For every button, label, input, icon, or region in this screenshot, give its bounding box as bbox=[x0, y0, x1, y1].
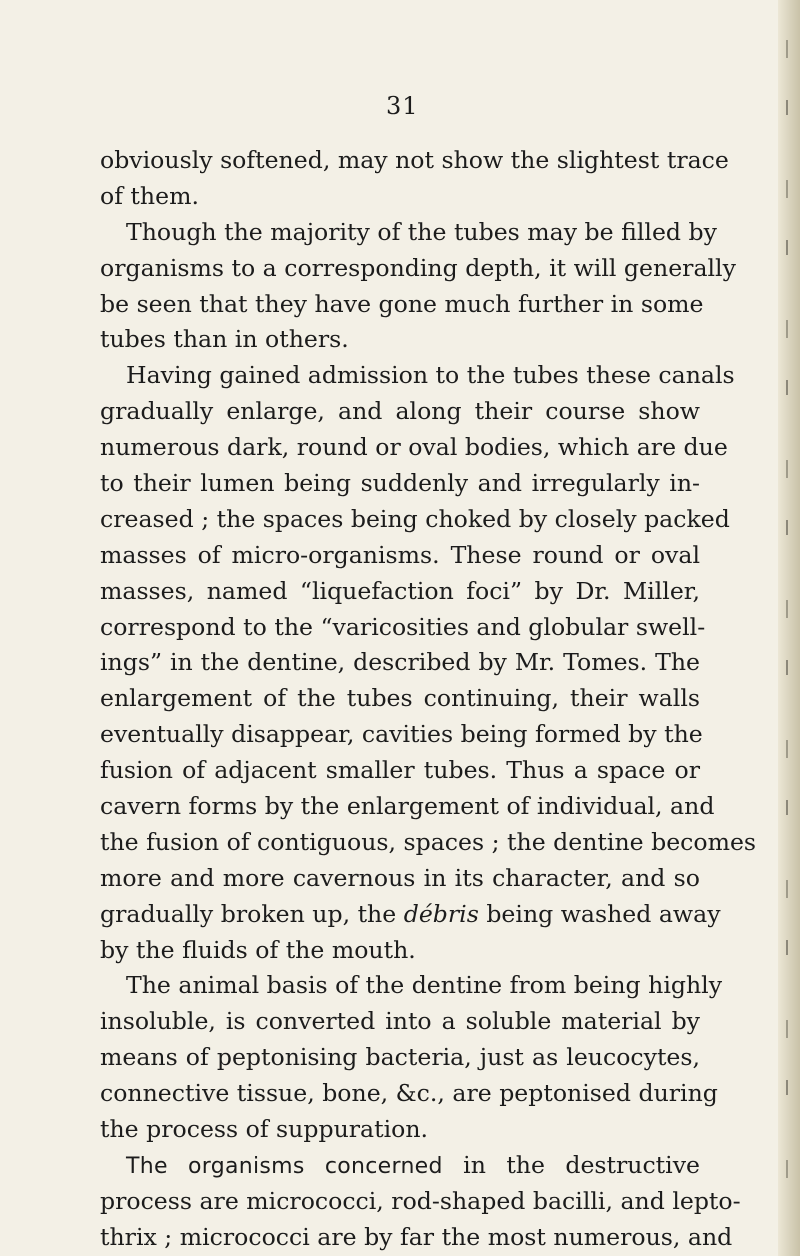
text-segment: being washed away bbox=[478, 899, 721, 928]
text-line: the process of suppuration. bbox=[100, 1115, 429, 1144]
text-line: cavern forms by the enlargement of individual, and bbox=[100, 792, 715, 821]
text-line: be seen that they have gone much further in some bbox=[100, 289, 704, 318]
text-line: by the fluids of the mouth. bbox=[100, 935, 416, 964]
text-line: of them. bbox=[100, 181, 199, 210]
text-segment: The organisms concerned bbox=[126, 1153, 443, 1179]
text-line: creased ; the spaces being choked by closely packed bbox=[100, 504, 730, 533]
text-line: tubes than in others. bbox=[100, 325, 349, 354]
text-line: the fusion of contiguous, spaces ; the dentine becomes bbox=[100, 827, 757, 856]
text-line: eventually disappear, cavities being formed by the bbox=[100, 720, 703, 749]
text-line: more and more cavernous in its character, and so bbox=[100, 863, 700, 892]
body-text bbox=[100, 143, 757, 1256]
text-line: Having gained admission to the tubes these canals bbox=[126, 361, 735, 390]
page-number: 31 bbox=[386, 92, 419, 120]
text-line: numerous dark, round or oval bodies, which are due bbox=[100, 433, 728, 462]
text-line-with-sans-lead bbox=[100, 1148, 700, 1184]
text-line: masses, named “liquefaction foci” by Dr. Miller, bbox=[100, 576, 700, 605]
text-line: enlargement of the tubes continuing, their walls bbox=[100, 684, 700, 713]
text-line: process are micrococci, rod-shaped bacilli, and lepto- bbox=[100, 1186, 741, 1215]
text-line: fusion of adjacent smaller tubes. Thus a space or bbox=[100, 756, 700, 785]
text-line: masses of micro-organisms. These round or oval bbox=[100, 540, 700, 569]
text-line: to their lumen being suddenly and irregularly in- bbox=[100, 469, 700, 498]
text-line: Though the majority of the tubes may be filled by bbox=[126, 217, 717, 246]
text-line: ings” in the dentine, described by Mr. Tomes. The bbox=[100, 648, 700, 677]
text-segment: in the destructive bbox=[442, 1150, 701, 1179]
text-line: means of peptonising bacteria, just as leucocytes, bbox=[100, 1043, 700, 1072]
text-line-with-italic bbox=[100, 897, 721, 933]
text-line: The animal basis of the dentine from being highly bbox=[126, 971, 723, 1000]
page-edge-shadow bbox=[778, 0, 800, 1256]
italic-term: débris bbox=[403, 899, 479, 928]
text-line: connective tissue, bone, &c., are peptonised during bbox=[100, 1079, 718, 1108]
text-line: organisms to a corresponding depth, it will generally bbox=[100, 253, 736, 282]
text-line: thrix ; micrococci are by far the most numerous, and bbox=[100, 1222, 733, 1251]
text-line: gradually enlarge, and along their course show bbox=[100, 397, 700, 426]
text-segment: gradually broken up, the bbox=[100, 899, 404, 928]
text-line: correspond to the “varicosities and globular swell- bbox=[100, 612, 706, 641]
text-line: obviously softened, may not show the slightest trace bbox=[100, 146, 729, 174]
text-line: insoluble, is converted into a soluble material by bbox=[100, 1007, 700, 1036]
